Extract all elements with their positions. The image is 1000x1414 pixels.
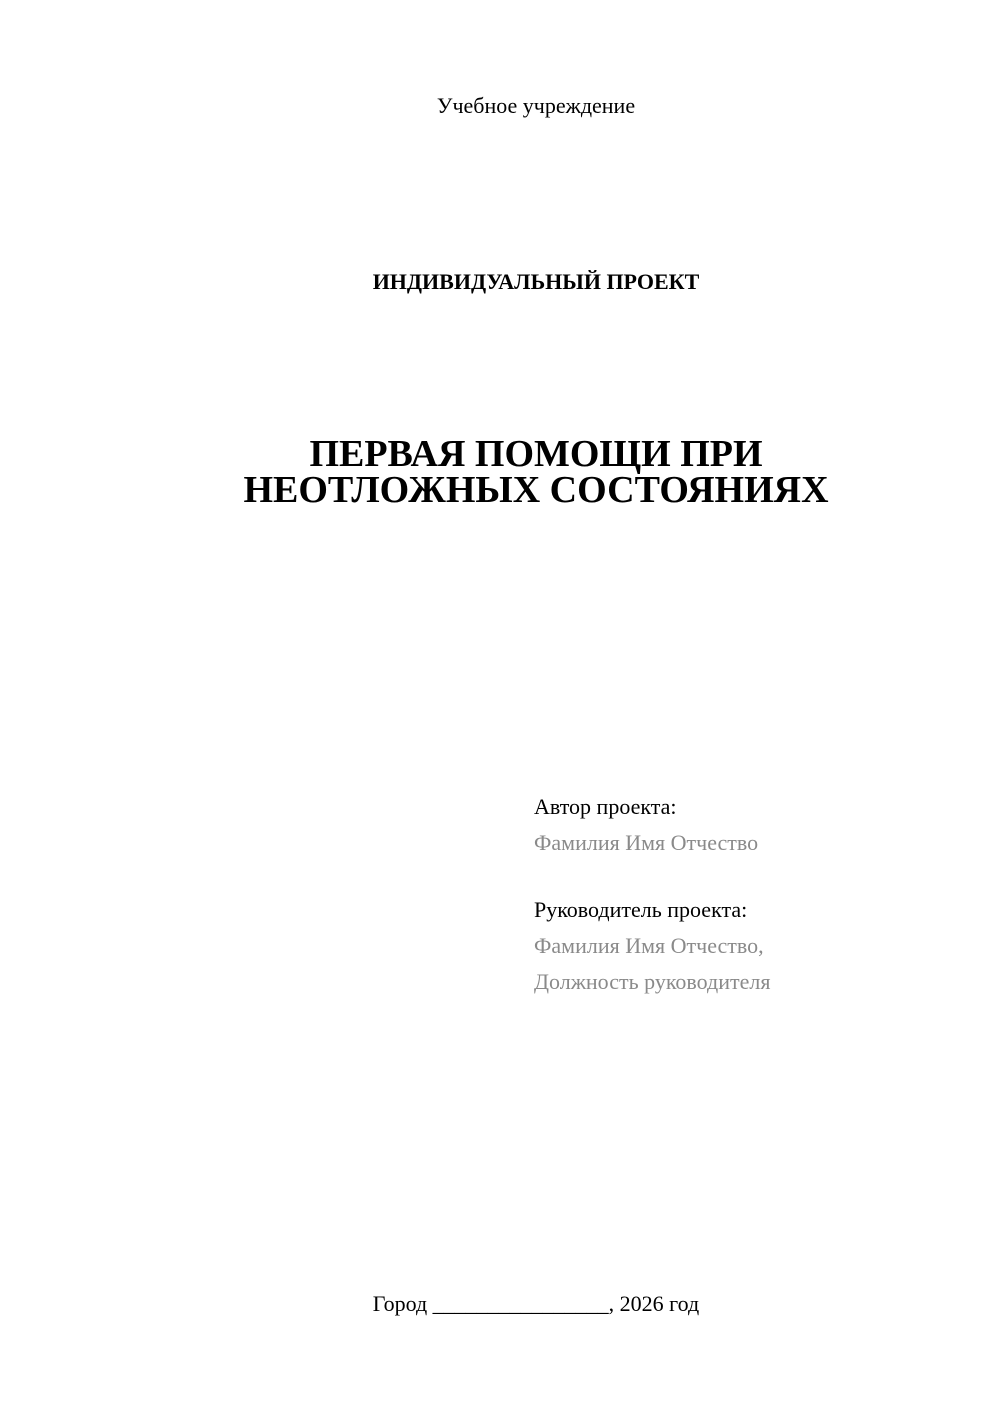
- city-year-line: Город ________________, 2026 год: [372, 1291, 700, 1316]
- document-type-heading: ИНДИВИДУАЛЬНЫЙ ПРОЕКТ: [372, 269, 700, 294]
- project-title: [0, 433, 1000, 511]
- info-spacer: [534, 861, 974, 892]
- project-title-line-2: НЕОТЛОЖНЫХ СОСТОЯНИЯХ: [243, 469, 829, 511]
- author-label: Автор проекта:: [534, 794, 677, 819]
- supervisor-label: Руководитель проекта:: [534, 897, 748, 922]
- project-info-block: [534, 789, 974, 1000]
- author-name-placeholder: Фамилия Имя Отчество: [534, 830, 759, 855]
- project-title-line-1: ПЕРВАЯ ПОМОЩИ ПРИ: [309, 433, 763, 475]
- supervisor-position-placeholder: Должность руководителя: [534, 969, 771, 994]
- institution-name: Учебное учреждение: [436, 93, 636, 118]
- supervisor-name-placeholder: Фамилия Имя Отчество,: [534, 933, 764, 958]
